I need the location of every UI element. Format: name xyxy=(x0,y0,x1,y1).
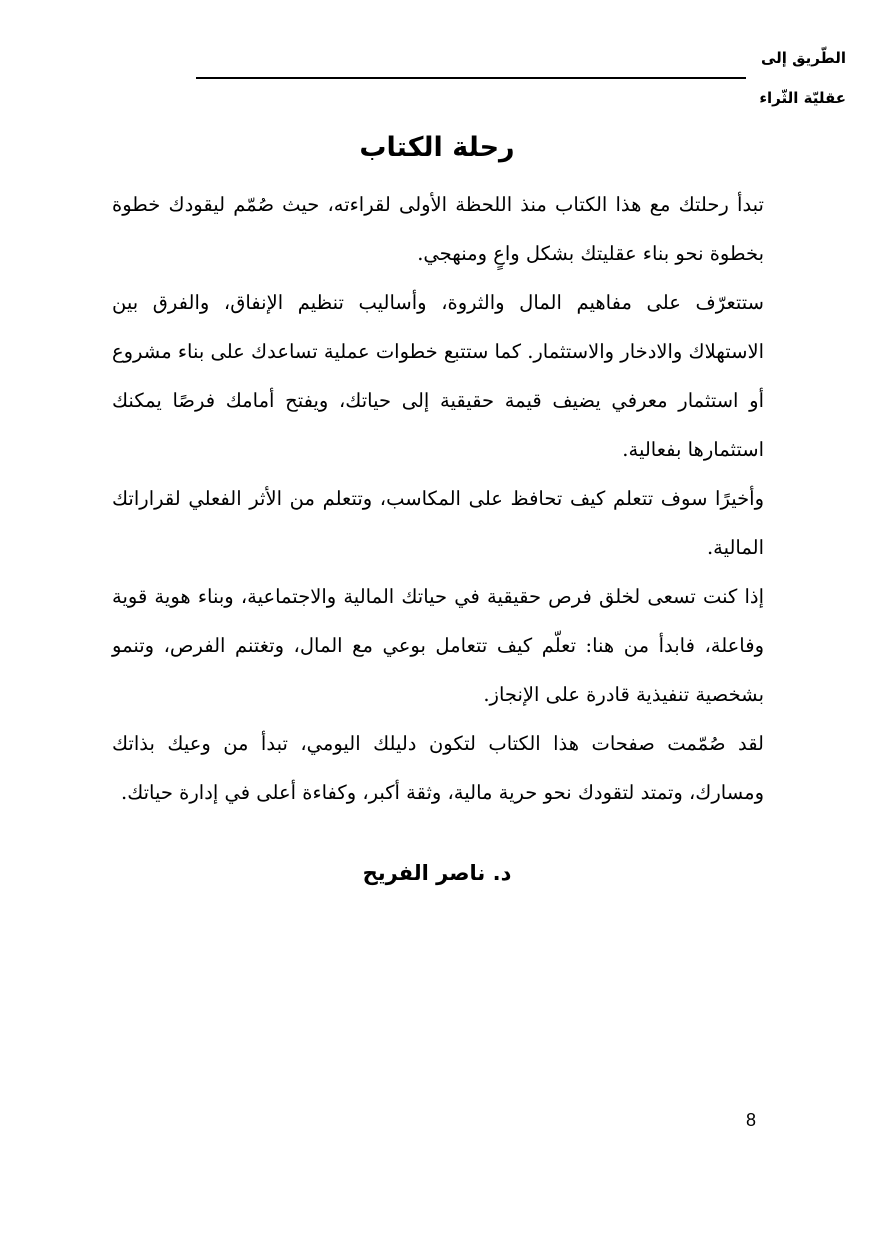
page-number: 8 xyxy=(746,1110,757,1130)
header-book-title-line2: عقليّة الثّراء xyxy=(759,89,846,107)
paragraph: وأخيرًا سوف تتعلم كيف تحافظ على المكاسب، وتتعلم من الأثر الفعلي لقراراتك المالية. xyxy=(112,487,764,559)
running-header xyxy=(146,48,846,108)
author-signature: د. ناصر الفريح xyxy=(362,861,512,885)
header-book-title-line1: الطّريق إلى xyxy=(760,49,846,67)
paragraph: لقد صُمّمت صفحات هذا الكتاب لتكون دليلك اليومي، تبدأ من وعيك بذاتك ومسارك، وتمتد لتقودك نحو حرية مالية، وثقة أكبر، وكفاءة أعلى في إدارة حياتك. xyxy=(112,732,764,804)
paragraph: ستتعرّف على مفاهيم المال والثروة، وأساليب تنظيم الإنفاق، والفرق بين الاستهلاك والادخار والاستثمار. كما ستتبع خطوات عملية تساعدك على بناء مشروع أو استثمار معرفي يضيف قيمة حقيقية إلى حياتك، ويفتح أمامك فرصًا يمكنك استثمارها بفعالية. xyxy=(112,291,764,461)
paragraph: تبدأ رحلتك مع هذا الكتاب منذ اللحظة الأولى لقراءته، حيث صُمّم ليقودك خطوة بخطوة نحو بناء عقليتك بشكل واعٍ ومنهجي. xyxy=(112,193,764,265)
paragraph: إذا كنت تسعى لخلق فرص حقيقية في حياتك المالية والاجتماعية، وبناء هوية قوية وفاعلة، فابدأ من هنا: تعلّم كيف تتعامل بوعي مع المال، وتغتنم الفرص، وتنمو بشخصية تنفيذية قادرة على الإنجاز. xyxy=(112,585,764,706)
body-text xyxy=(112,180,764,817)
header-rule xyxy=(196,77,746,79)
page-title: رحلة الكتاب xyxy=(359,132,515,163)
